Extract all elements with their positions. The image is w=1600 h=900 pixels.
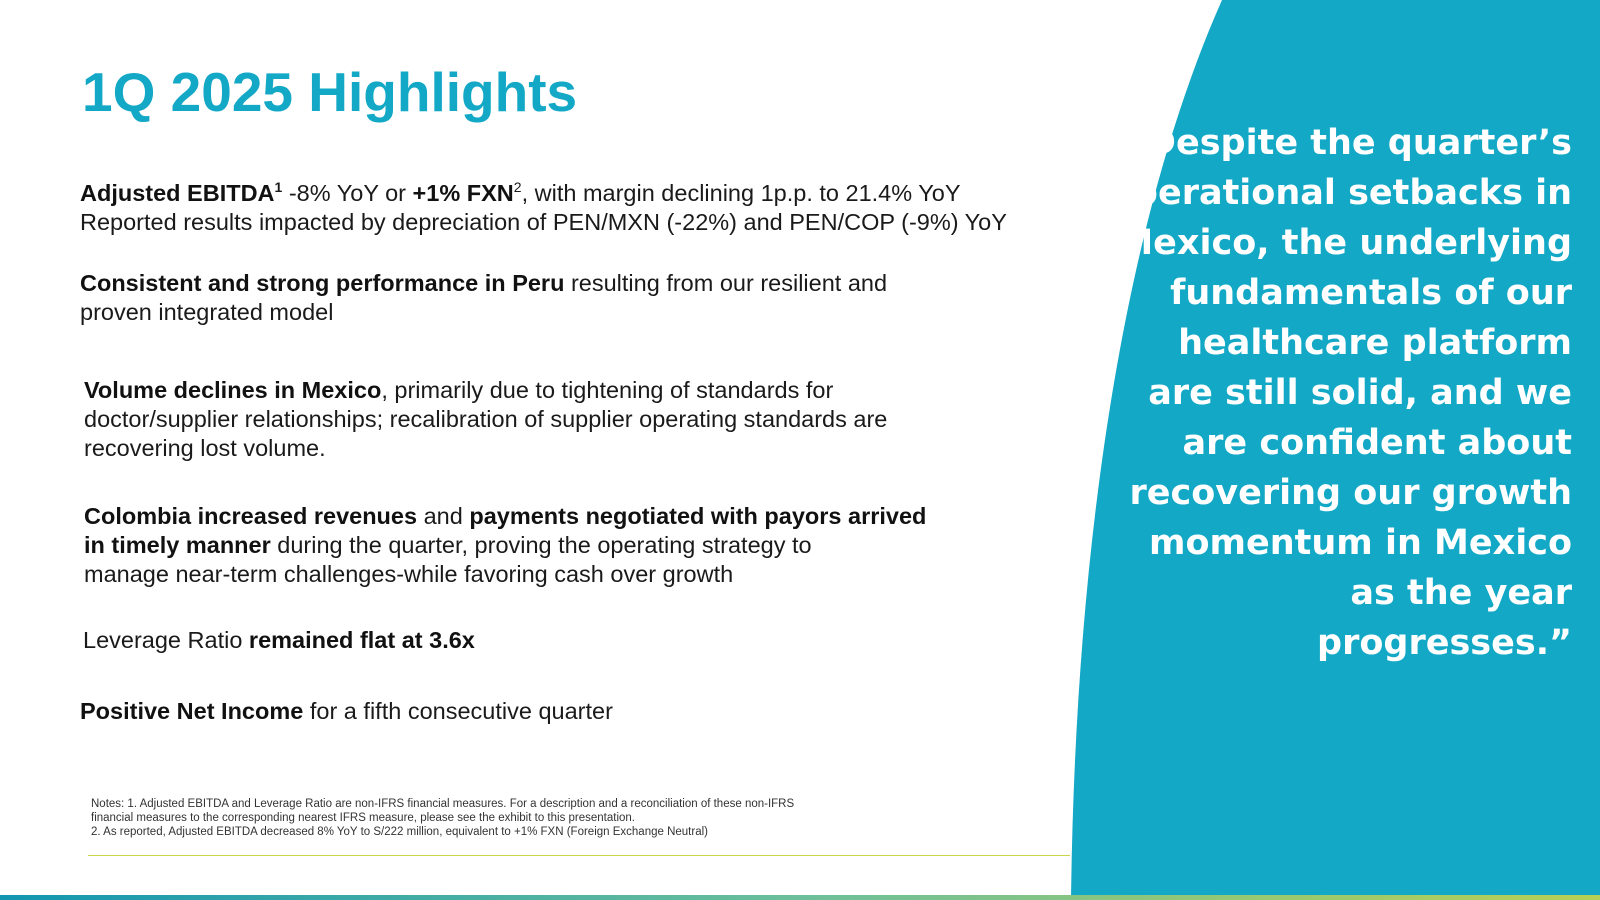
bold-text: Volume declines in Mexico [84, 377, 382, 403]
footnote-marker: 2 [513, 179, 522, 196]
page-title: 1Q 2025 Highlights [82, 61, 578, 123]
bold-text: remained flat at 3.6x [248, 627, 475, 653]
highlight-line [80, 179, 1007, 208]
bold-text: payments negotiated with payors arrived [469, 503, 927, 529]
bold-text: Colombia increased revenues [84, 503, 418, 529]
bold-text: Consistent and strong performance in Peru [80, 270, 565, 296]
ceo-quote: “Despite the quarter’s operational setbacks in Mexico, the underlying fundamentals of our healthcare platform are still solid, and we are confident about recovering our growth momentum in Mexico as the year progresses.” [1108, 123, 1572, 663]
highlight-line [80, 697, 613, 726]
body-text: Reported results impacted by depreciation of PEN/MXN (-22%) and PEN/COP (-9%) YoY [80, 209, 1007, 235]
highlight-net-income [80, 697, 613, 726]
highlight-line [84, 531, 926, 560]
bold-text: in timely manner [84, 532, 271, 558]
body-text: recovering lost volume. [84, 435, 326, 461]
highlight-line [84, 502, 926, 531]
footnotes [91, 797, 794, 839]
highlight-colombia [84, 502, 926, 589]
bold-text: +1% FXN [412, 180, 514, 206]
body-text: -8% YoY or [282, 180, 413, 206]
footnote-line: financial measures to the corresponding nearest IFRS measure, please see the exhibit to this presentation. [91, 812, 635, 824]
body-text: manage near-term challenges-while favoring cash over growth [84, 561, 734, 587]
bold-text: Adjusted EBITDA [80, 180, 275, 206]
body-text: for a fifth consecutive quarter [303, 698, 613, 724]
highlight-peru [80, 269, 887, 327]
highlight-mexico [84, 376, 887, 463]
footnote-line: 2. As reported, Adjusted EBITDA decreased 8% YoY to S/222 million, equivalent to +1% FXN (Foreign Exchange Neutral) [91, 826, 708, 838]
body-text: , with margin declining 1p.p. to 21.4% YoY [521, 180, 961, 206]
footnote-line: Notes: 1. Adjusted EBITDA and Leverage Ratio are non-IFRS financial measures. For a description and a reconciliation of these non-IFRS [91, 798, 795, 810]
highlight-line [84, 376, 887, 405]
body-text: doctor/supplier relationships; recalibration of supplier operating standards are [84, 406, 888, 432]
highlight-line [80, 269, 887, 298]
bottom-accent-bar [0, 895, 1600, 900]
body-text: Leverage Ratio [83, 627, 249, 653]
footnote-divider [88, 855, 1070, 856]
highlight-line [83, 626, 475, 655]
highlight-adjusted-ebitda [80, 179, 1007, 237]
body-text: during the quarter, proving the operating strategy to [270, 532, 812, 558]
body-text: proven integrated model [80, 299, 334, 325]
body-text: , primarily due to tightening of standards for [381, 377, 834, 403]
body-text: resulting from our resilient and [564, 270, 888, 296]
highlight-leverage [83, 626, 475, 655]
bold-text: Positive Net Income [80, 698, 304, 724]
body-text: and [417, 503, 470, 529]
footnote-marker: 1 [274, 179, 283, 196]
